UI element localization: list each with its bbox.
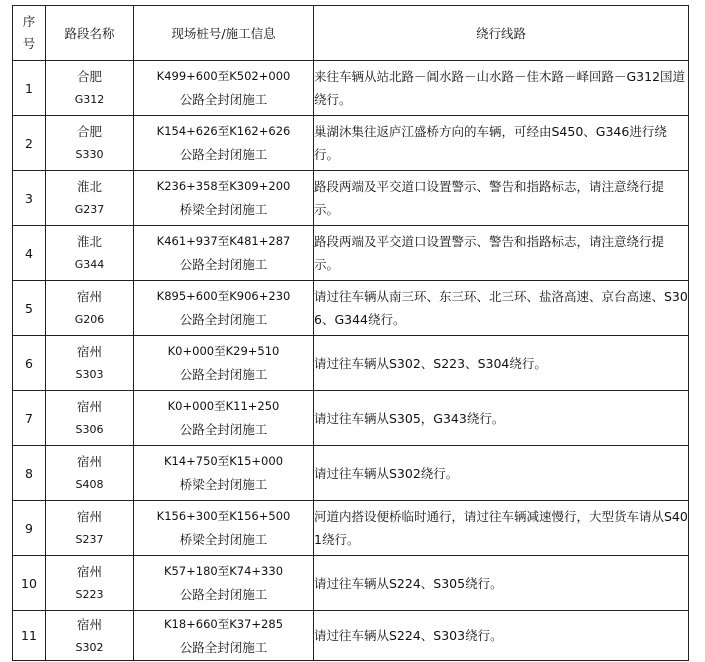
road-city: 宿州 [76,564,102,579]
stake-range: K154+626至K162+626 [156,124,291,138]
road-code: G206 [74,313,105,326]
detour-route-text: 来往车辆从站北路－阊水路－山水路－佳木路－峄回路－G312国道绕行。 [314,61,689,116]
construction-type: 公路全封闭施工 [179,639,268,655]
construction-type: 桥梁全封闭施工 [179,202,268,217]
road-name-cell [46,336,134,391]
construction-type: 公路全封闭施工 [179,367,268,382]
road-city: 宿州 [76,344,102,359]
stake-info-cell [134,281,314,336]
road-city: 淮北 [76,179,102,194]
road-code: S303 [75,368,104,381]
table-row [13,391,689,446]
road-name-cell [46,226,134,281]
road-name-cell [46,501,134,556]
detour-route-text: 路段两端及平交道口设置警示、警告和指路标志，请注意绕行提示。 [314,226,689,281]
table-row [13,281,689,336]
detour-route-text: 请过往车辆从南三环、东三环、北三环、盐洛高速、京台高速、S306、G344绕行。 [314,281,689,336]
road-name-cell [46,391,134,446]
road-name-cell [46,61,134,116]
serial-number: 11 [13,611,46,661]
serial-number: 10 [13,556,46,611]
road-city: 宿州 [76,289,102,304]
serial-number: 3 [13,171,46,226]
detour-route-text: 请过往车辆从S224、S305绕行。 [314,556,689,611]
serial-number: 1 [13,61,46,116]
road-city: 淮北 [76,234,102,249]
serial-number: 5 [13,281,46,336]
serial-number: 2 [13,116,46,171]
table-row [13,171,689,226]
construction-type: 公路全封闭施工 [179,587,268,602]
detour-route-text: 路段两端及平交道口设置警示、警告和指路标志，请注意绕行提示。 [314,171,689,226]
road-code: S302 [75,640,104,654]
construction-type: 公路全封闭施工 [179,147,268,162]
serial-number: 7 [13,391,46,446]
road-code: G344 [74,258,105,271]
road-city: 宿州 [76,509,102,524]
construction-type: 公路全封闭施工 [179,312,268,327]
stake-range: K156+300至K156+500 [156,509,291,523]
table-row [13,226,689,281]
road-city: 宿州 [76,454,102,469]
header-road-name: 路段名称 [46,6,134,61]
road-code: S408 [75,478,104,491]
table-row [13,61,689,116]
road-code: G237 [74,203,105,216]
header-stake-info: 现场桩号/施工信息 [134,6,314,61]
detour-route-text: 请过往车辆从S302、S223、S304绕行。 [314,336,689,391]
construction-type: 桥梁全封闭施工 [179,477,268,492]
stake-range: K461+937至K481+287 [156,234,291,248]
road-code: G312 [74,93,105,106]
stake-info-cell [134,501,314,556]
road-name-cell [46,171,134,226]
table-row [13,501,689,556]
table-row [13,611,689,661]
serial-number: 8 [13,446,46,501]
construction-type: 公路全封闭施工 [179,257,268,272]
stake-info-cell [134,391,314,446]
road-city: 合肥 [76,69,102,84]
road-code: S306 [75,423,104,436]
road-city: 合肥 [76,124,102,139]
road-code: S223 [75,588,104,601]
stake-range: K499+600至K502+000 [156,69,291,83]
detour-route-text: 请过往车辆从S302绕行。 [314,446,689,501]
stake-range: K236+358至K309+200 [156,179,291,193]
road-name-cell [46,116,134,171]
detour-route-text: 河道内搭设便桥临时通行，请过往车辆减速慢行，大型货车请从S401绕行。 [314,501,689,556]
serial-number: 6 [13,336,46,391]
stake-info-cell [134,171,314,226]
stake-info-cell [134,336,314,391]
table-row [13,556,689,611]
construction-type: 桥梁全封闭施工 [179,532,268,547]
table-header-row [13,6,689,61]
detour-table [12,5,689,661]
table-row [13,116,689,171]
header-serial-number: 序号 [13,6,46,61]
stake-range: K57+180至K74+330 [163,564,284,578]
stake-range: K0+000至K29+510 [167,344,280,358]
road-name-cell [46,281,134,336]
stake-range: K0+000至K11+250 [167,399,280,413]
table-row [13,446,689,501]
stake-range: K14+750至K15+000 [163,454,284,468]
construction-type: 公路全封闭施工 [179,422,268,437]
road-name-cell [46,611,134,661]
road-name-cell [46,556,134,611]
road-city: 宿州 [76,399,102,414]
stake-info-cell [134,556,314,611]
stake-info-cell [134,116,314,171]
stake-range: K895+600至K906+230 [156,289,291,303]
stake-info-cell [134,446,314,501]
stake-range: K18+660至K37+285 [163,616,284,631]
road-code: S330 [75,148,104,161]
serial-number: 4 [13,226,46,281]
construction-type: 公路全封闭施工 [179,92,268,107]
serial-number: 9 [13,501,46,556]
stake-info-cell [134,611,314,661]
road-code: S237 [75,533,104,546]
table-row [13,336,689,391]
road-city: 宿州 [76,616,102,632]
header-detour-route: 绕行线路 [314,6,689,61]
stake-info-cell [134,61,314,116]
detour-route-text: 请过往车辆从S305，G343绕行。 [314,391,689,446]
stake-info-cell [134,226,314,281]
road-name-cell [46,446,134,501]
detour-route-text: 巢湖沐集往返庐江盛桥方向的车辆，可经由S450、G346进行绕行。 [314,116,689,171]
detour-route-text: 请过往车辆从S224、S303绕行。 [314,611,689,661]
